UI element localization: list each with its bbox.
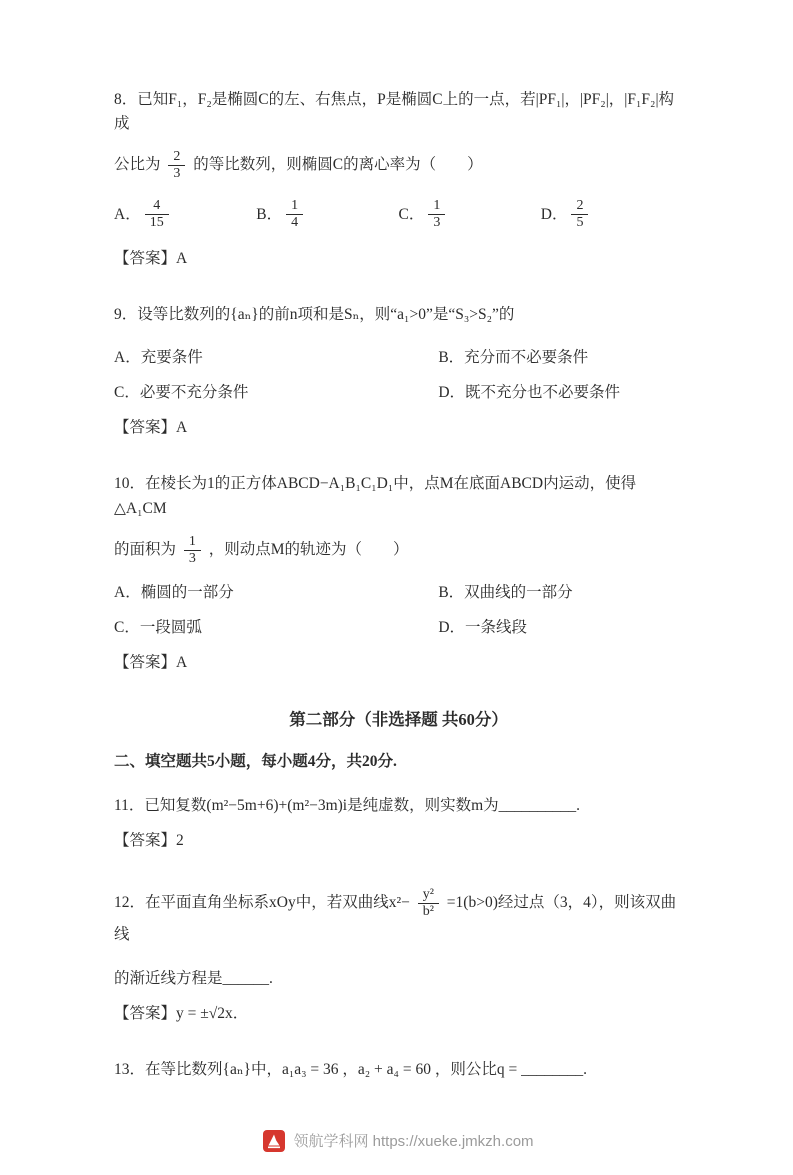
- option-fraction: [428, 198, 445, 231]
- q8-options: [114, 196, 683, 233]
- q9-options-row2: [114, 381, 683, 405]
- fraction-denominator: 3: [168, 165, 185, 182]
- q8-line2: [114, 147, 683, 184]
- footer-watermark-text: 领航学科网 https://xueke.jmkzh.com: [293, 1132, 534, 1150]
- fraction-denominator: 15: [145, 214, 169, 231]
- fraction-numerator: 2: [576, 198, 584, 214]
- q8-option-a: [114, 196, 256, 233]
- q9-option-c: C．必要不充分条件: [114, 384, 249, 402]
- spacer: [114, 338, 683, 346]
- q10-line2: [114, 532, 683, 569]
- option-fraction: [286, 198, 303, 231]
- q9-answer: 【答案】A: [114, 419, 188, 437]
- q9-options-row1: [114, 346, 683, 370]
- fraction-numerator: 1: [433, 198, 441, 214]
- option-fraction: [571, 198, 588, 231]
- question-11: [114, 794, 683, 853]
- question-13: [114, 1058, 683, 1082]
- site-logo-icon: [263, 1130, 285, 1152]
- option-label: B．: [256, 205, 283, 223]
- fraction-numerator: 4: [153, 198, 161, 214]
- question-9: [114, 303, 683, 440]
- part2-subtitle: 二、填空题共5小题，每小题4分，共20分.: [114, 753, 397, 771]
- q12-line2: 的渐近线方程是______.: [114, 969, 273, 987]
- q8-line2-post: 的等比数列，则椭圆C的离心率为（ ）: [193, 156, 483, 174]
- fraction-denominator: 5: [571, 214, 588, 231]
- q8-answer: 【答案】A: [114, 250, 188, 268]
- q10-option-d: D．一条线段: [438, 618, 528, 636]
- q13-line1: 13．在等比数列{aₙ}中，a₁a₃ = 36 ，a₂ + a₄ = 60 ，则公比q = ________.: [114, 1060, 587, 1078]
- option-fraction: [145, 198, 169, 231]
- q10-options-row2: [114, 616, 683, 640]
- q10-option-b: B．双曲线的一部分: [438, 583, 573, 601]
- question-8: [114, 88, 683, 271]
- q12-answer: 【答案】y = ±√2x．: [114, 1004, 249, 1022]
- q10-options-row1: [114, 581, 683, 605]
- q9-line1: 9．设等比数列的{aₙ}的前n项和是Sₙ，则“a₁>0”是“S₃>S₂”的: [114, 306, 515, 324]
- fraction-numerator: y²: [422, 887, 434, 903]
- q9-option-b: B．充分而不必要条件: [438, 349, 589, 367]
- q10-area-fraction: [184, 534, 201, 567]
- fraction-numerator: 2: [173, 149, 181, 165]
- q10-line2-post: ，则动点M的轨迹为（ ）: [208, 540, 409, 558]
- q8-option-d: [541, 196, 683, 233]
- question-10: [114, 472, 683, 674]
- q8-line1: 8．已知F₁，F₂是椭圆C的左、右焦点，P是椭圆C上的一点，若|PF₁|，|PF₂|，|F₁F₂|构成: [114, 91, 675, 133]
- fraction-denominator: 3: [184, 550, 201, 567]
- fraction-numerator: 1: [291, 198, 299, 214]
- q8-option-c: [399, 196, 541, 233]
- q12-line1: [114, 885, 683, 946]
- fraction-denominator: b²: [418, 903, 439, 920]
- q10-line1: 10．在棱长为1的正方体ABCD−A₁B₁C₁D₁中，点M在底面ABCD内运动，使得△A₁CM: [114, 475, 637, 517]
- q10-option-c: C．一段圆弧: [114, 618, 202, 636]
- part2-title: 第二部分（非选择题 共60分）: [289, 709, 508, 729]
- option-label: D．: [540, 205, 568, 223]
- fraction-denominator: 4: [286, 214, 303, 231]
- q11-answer: 【答案】2: [114, 832, 184, 850]
- q10-line2-pre: 的面积为: [114, 540, 177, 558]
- option-label: A．: [114, 205, 141, 223]
- q9-option-a: A．充要条件: [114, 349, 203, 367]
- q11-line1: 11．已知复数(m²−5m+6)+(m²−3m)i是纯虚数，则实数m为__________.: [114, 797, 581, 815]
- question-12: [114, 885, 683, 1025]
- fraction-denominator: 3: [428, 214, 445, 231]
- q8-ratio-fraction: [168, 149, 185, 182]
- exam-content: [114, 88, 683, 1114]
- q8-option-b: [256, 196, 398, 233]
- page-footer: [114, 1114, 683, 1175]
- q10-answer: 【答案】A: [114, 653, 188, 671]
- q9-option-d: D．既不充分也不必要条件: [438, 384, 621, 402]
- q12-line1-pre: 12．在平面直角坐标系xOy中，若双曲线x²−: [114, 894, 410, 912]
- q12-hyperbola-fraction: [418, 887, 439, 920]
- fraction-numerator: 1: [188, 533, 196, 549]
- q10-option-a: A．椭圆的一部分: [114, 583, 234, 601]
- q8-line2-pre: 公比为: [114, 156, 161, 174]
- option-label: C．: [398, 205, 425, 223]
- q12-line1-post: =1(b>0)经过点（3，4），则该双曲线: [114, 894, 677, 943]
